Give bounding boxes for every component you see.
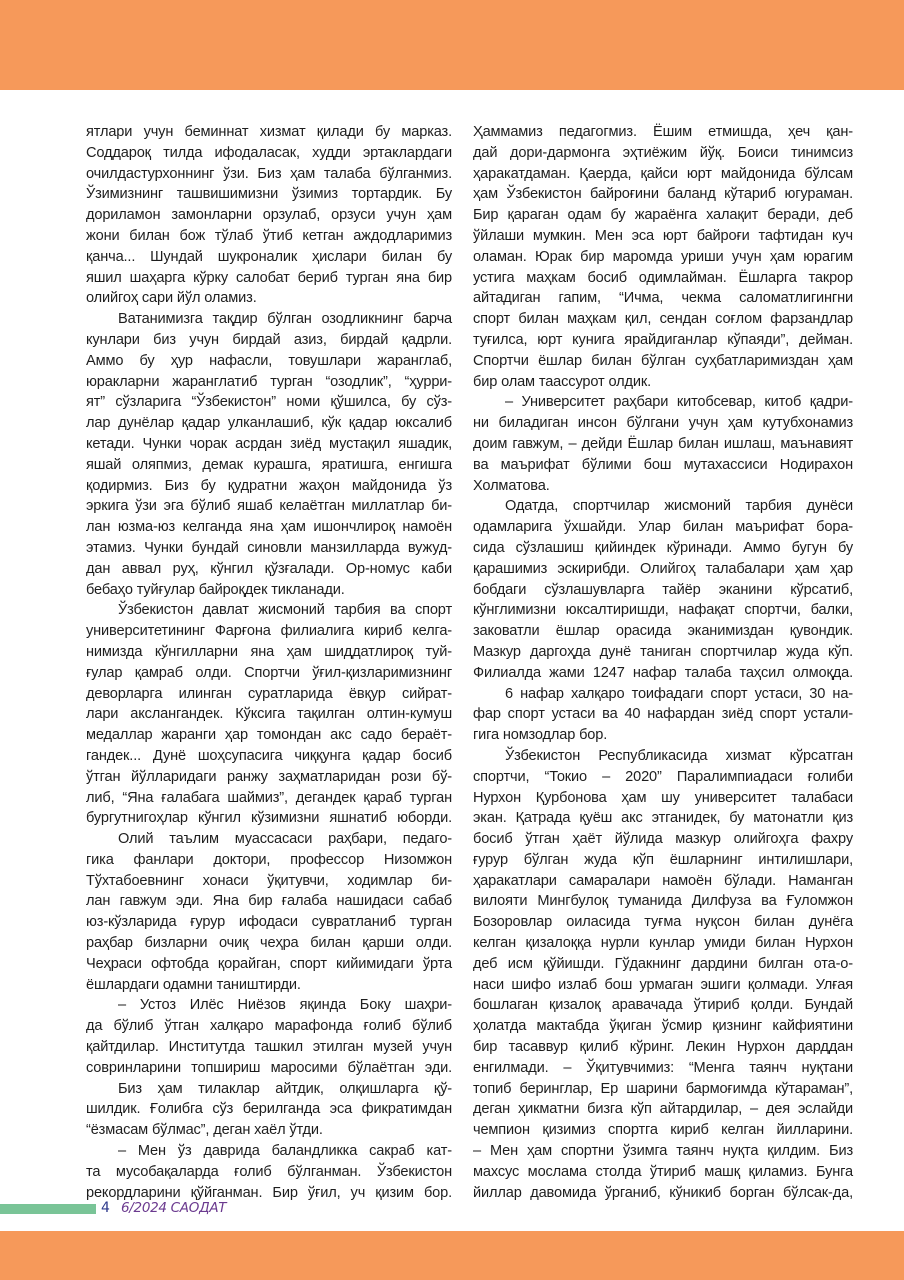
text-line: лар дунёлар қадар улканлашиб, кўк қадар юксалиб: [86, 415, 452, 432]
text-line: та мусобақаларда ғолиб бўлганман. Ўзбекистон: [86, 1163, 452, 1180]
text-line: оламан. Юрак бир маромда уриши учун ҳам юрагим: [473, 248, 853, 265]
text-line: Биз ҳам тилаклар айтдик, олқишларга қў-: [118, 1080, 452, 1097]
text-line: ва маърифат бўлими бош мутахассиси Нодирахон: [473, 456, 853, 473]
text-line: деб исм қўйишди. Гўдакнинг дардини билган ота-о-: [473, 955, 853, 972]
text-line: – Университет раҳбари китобсевар, китоб қадри-: [505, 394, 853, 411]
text-line: очилдастурхоннинг ўзи. Биз ҳам талаба бўлганмиз.: [86, 165, 452, 182]
text-line: фар спорт устаси ва 40 нафардан зиёд спорт устали-: [473, 706, 853, 723]
text-line: махсус мослама столда ўтириб машқ қиламиз. Бунга: [473, 1163, 853, 1180]
text-line: шилдик. Ғолибга сўз берилганда эса фикратимдан: [86, 1101, 452, 1118]
text-line: бир тасаввур қилиб кўринг. Лекин Нурхон дарддан: [473, 1039, 853, 1056]
text-line: ҳаракатдаман. Қаерда, қайси юрт майдонида бўлсам: [473, 165, 853, 182]
text-line: ни биладиган инсон бўлгани учун ҳам кутубхонамиз: [473, 415, 853, 432]
text-line: Нурхон Қурбонова ҳам шу университет талабаси: [473, 789, 853, 806]
text-line: айтадиган гапим, “Ичма, чекма саломатлигингни: [473, 290, 853, 307]
text-line: бебаҳо туйғулар байроқдек тикланади.: [86, 581, 345, 598]
text-line: университетининг Фарғона филиалига кириб келга-: [86, 623, 452, 640]
text-line: Ўзбекистон Республикасида хизмат кўрсатган: [505, 747, 853, 764]
text-line: Олий таълим муассасаси раҳбари, педаго-: [118, 831, 452, 848]
text-line: гига номзодлар бор.: [473, 727, 608, 744]
text-line: гандек... Дунё шоҳсупасига чиққунга қадар босиб: [86, 747, 452, 764]
text-line: Ватанимизга тақдир бўлган озодликнинг барча: [118, 311, 452, 328]
text-line: спорт билан маҳкам қил, сендан соғлом фарзандлар: [473, 311, 853, 328]
text-line: Холматова.: [473, 477, 550, 494]
text-line: дай дори-дармонга эҳтиёжим йўқ. Боиси тинимсиз: [473, 144, 853, 161]
text-line: бир олам таассурот олдик.: [473, 373, 651, 390]
text-line: ғулар қамраб олди. Спортчи ўғил-қизларимизнинг: [86, 664, 452, 681]
text-line: одамларига ўхшайди. Улар билан маърифат бора-: [473, 519, 853, 536]
text-line: ёшлардаги одамни таништирди.: [86, 976, 301, 993]
text-line: лан юзма-юз келганда яна ҳам ишончлироқ намоён: [86, 519, 452, 536]
text-line: ҳам Ўзбекистон байроғини баланд кўтариб югураман.: [473, 186, 853, 203]
text-line: либ, “Яна ғалабага шаймиз”, дегандек қараб турган: [86, 789, 452, 806]
page-footer: [0, 1200, 400, 1220]
text-line: енгилмади. – Ўқитувчимиз: “Менга таянч нуқтани: [473, 1059, 853, 1076]
text-line: йиллар давомида ўрганиб, кўникиб борган бўлсак-да,: [473, 1184, 853, 1201]
text-line: эркига ўзи эга бўлиб яшаб келаётган миллатлар би-: [86, 498, 452, 515]
text-line: олийгоҳ сари йўл оламиз.: [86, 290, 257, 307]
text-line: лан гавжум эди. Яна бир ғалаба нашидаси сабаб: [86, 893, 452, 910]
text-line: ўйлаши мумкин. Мен эса юрт байроғи тафтидан куч: [473, 227, 853, 244]
text-line: Тўхтабоевнинг хонаси ўқитувчи, ходимлар би-: [86, 872, 452, 889]
text-line: устига маҳкам босиб одимлайман. Ёшларга такрор: [473, 269, 853, 286]
text-line: дан аввал руҳ, кўнгил қўзғалади. Ор-номус каби: [86, 560, 452, 577]
text-line: “ёзмасам бўлмас”, деган хаёл ўтди.: [86, 1122, 323, 1139]
text-line: Бир қараган одам бу жараёнга халақит беради, деб: [473, 207, 853, 224]
text-line: дориламон замонларни орзулаб, орзуси учун ҳам: [86, 207, 452, 224]
text-line: босиб ўтган ҳаёт йўлида мазкур олийгоҳга фахру: [473, 831, 853, 848]
text-line: спортчи, “Токио – 2020” Паралимпиадаси ғолиби: [473, 768, 853, 785]
header-band: [0, 0, 904, 90]
text-line: кўнглимизни юксалтиришди, нафақат спортчи, балки,: [473, 602, 853, 619]
page-number: 4: [101, 1200, 110, 1216]
text-line: Филиалда жами 1247 нафар талаба таҳсил олмоқда.: [473, 664, 853, 681]
text-line: юз-кўзларида ғурур ифодаси сувратланиб турган: [86, 914, 452, 931]
article-column-left: [86, 122, 452, 1203]
text-line: да бўлиб ўтган халқаро марафонда ғолиб бўлиб: [86, 1018, 452, 1035]
text-line: доим гавжум, – дейди Ёшлар билан ишлаш, маънавият: [473, 435, 853, 452]
text-line: Чеҳраси офтобда қорайган, спорт кийимидаги ўрта: [86, 955, 452, 972]
text-line: Аммо бу ҳур нафасли, товушлари жаранглаб,: [86, 352, 452, 369]
text-line: деворларга илинган суратларида ёвқур сийрат-: [86, 685, 452, 702]
text-line: рекордларини қўйганман. Бир ўғил, уч қизим бор.: [86, 1184, 452, 1201]
text-line: Спортчи ёшлар билан бўлган суҳбатларимиздан ҳам: [473, 352, 853, 369]
text-line: сида сўзлашиш қийиндек кўринади. Аммо бугун бу: [473, 539, 853, 556]
issue-label: 6/2024 САОДАТ: [121, 1200, 227, 1216]
text-line: Одатда, спортчилар жисмоний тарбия дунёси: [505, 498, 853, 515]
text-line: келган қизалоққа нурли кунлар умиди билан Нурхон: [473, 935, 853, 952]
text-line: заковатли ёшлар орасида эканимиздан қувондик.: [473, 623, 853, 640]
text-line: Мазкур даргоҳда дунё таниган спортчилар жуда кўп.: [473, 643, 853, 660]
text-line: раҳбар бизларни очиқ чеҳра билан қарши олди.: [86, 935, 452, 952]
text-line: медаллар жаранги ҳар томондан акс садо бераёт-: [86, 727, 452, 744]
text-line: Ўзбекистон давлат жисмоний тарбия ва спорт: [118, 602, 452, 619]
text-line: юракларни жаранглатиб турган “озодлик”, “ҳурри-: [86, 373, 452, 390]
text-line: 6 нафар халқаро тоифадаги спорт устаси, 30 на-: [505, 685, 853, 702]
text-line: гика фанлари доктори, профессор Низомжон: [86, 851, 452, 868]
text-line: ўтган йўлларидаги ранжу заҳматларидан рози бў-: [86, 768, 452, 785]
text-line: ҳолатда мактабда ўқиган ўсмир қизнинг кайфиятини: [473, 1018, 853, 1035]
text-line: – Мен ҳам спортни ўзимга таянч нуқта қилдим. Биз: [473, 1143, 853, 1160]
text-line: яшил шаҳарга кўрку салобат бериб турган яна бир: [86, 269, 452, 286]
text-line: қарашимиз эскирибди. Олийгоҳ талабалари ҳам ҳар: [473, 560, 853, 577]
text-line: совринларини топшириш маросими бўлаётган эди.: [86, 1059, 452, 1076]
text-line: кетади. Чунки чорак асрдан зиёд мустақил яшадик,: [86, 435, 452, 452]
footer-band: [0, 1231, 904, 1280]
text-line: ят” сўзларига “Ўзбекистон” номи қўшилса, бу сўз-: [86, 394, 452, 411]
text-line: этамиз. Чунки бундай синовли манзилларда вужуд-: [86, 539, 452, 556]
text-line: чемпион қизимиз спортга кириб келган йилларини.: [473, 1122, 853, 1139]
text-line: бургутнигоҳлар кўнгил кўзимизни яшнатиб юборди.: [86, 810, 452, 827]
text-line: жони билан бож тўлаб ўтиб кетган аждодларимиз: [86, 227, 452, 244]
text-line: қанча... Шундай шукроналик ҳислари билан бу: [86, 248, 452, 265]
text-line: лари акслангандек. Кўксига тақилган олтин-кумуш: [86, 706, 452, 723]
text-line: Соддароқ тилда ифодаласак, худди эртаклардаги: [86, 144, 452, 161]
text-line: деган ҳикматни бизга кўп айтардилар, – дея эслайди: [473, 1101, 853, 1118]
text-line: Ҳаммамиз педагогмиз. Ёшим етмишда, ҳеч қан-: [473, 124, 853, 140]
text-line: – Мен ўз даврида баландликка сакраб кат-: [118, 1143, 452, 1160]
text-line: вилояти Мингбулоқ туманида Дилфуза ва Ғуломжон: [473, 893, 853, 910]
text-line: яшай оляпмиз, демак курашга, яратишга, енгишга: [86, 456, 452, 473]
text-line: бошлаган қизалоқ аравачада ўтириб қолди. Бундай: [473, 997, 853, 1014]
text-line: Бозоровлар оиласида туғма нуқсон билан дунёга: [473, 914, 853, 931]
text-line: – Устоз Илёс Ниёзов яқинда Боку шаҳри-: [118, 997, 452, 1014]
text-line: туғилса, юрт кунига ярайдиганлар кўпаяди”, дейман.: [473, 331, 853, 348]
text-line: қодирмиз. Биз бу қудратни жаҳон майдонида ўз: [86, 477, 452, 494]
text-line: нимизда кўнгилларни яна ҳам шиддатлироқ туй-: [86, 643, 452, 660]
text-line: экан. Қатрада қуёш акс этганидек, бу матонатли қиз: [473, 810, 853, 827]
text-line: бобдаги сўзлашувларга тайёр эканини кўрсатиб,: [473, 581, 853, 598]
text-line: ҳаракатлари самаралари намоён бўлади. Наманган: [473, 872, 853, 889]
text-line: кунлари биз учун бирдай азиз, бирдай қадрли.: [86, 331, 452, 348]
text-line: ғурур бўлган жуда кўп ёшларнинг интилишлари,: [473, 851, 853, 868]
text-line: наси шифо излаб бош урмаган эшиги қолмади. Улғая: [473, 976, 853, 993]
text-line: Ўзимизнинг ташвишимизни ўзимиз тортардик. Бу: [86, 186, 452, 203]
article-column-right: [473, 122, 853, 1203]
text-line: ятлари учун беминнат хизмат қилади бу марказ.: [86, 124, 452, 140]
text-line: қайтдилар. Институтда ташкил этилган музей учун: [86, 1039, 452, 1056]
footer-accent-bar: [0, 1204, 96, 1214]
text-line: топиб беринглар, Ер шарини бармоғимда кўтараман”,: [473, 1080, 853, 1097]
